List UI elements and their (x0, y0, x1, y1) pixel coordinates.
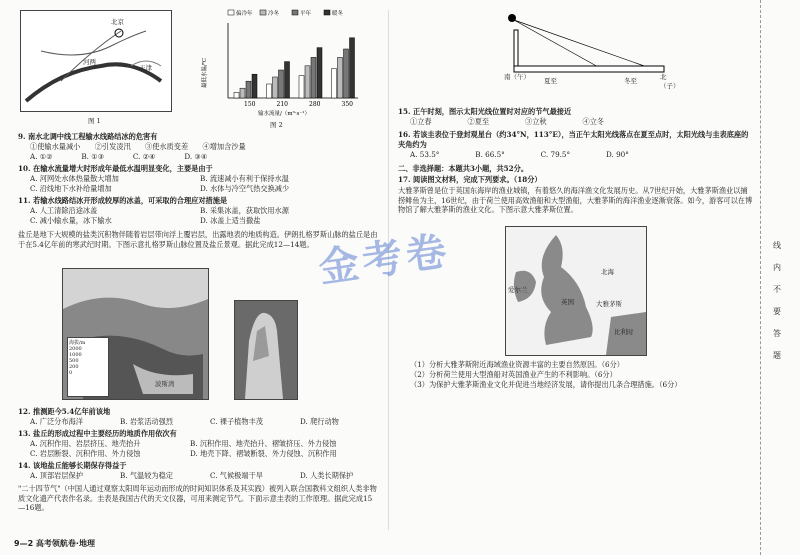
q10-a: A. 河网处水体热量散大增加 (30, 174, 119, 183)
gulf-label: 波斯湾 (155, 380, 175, 388)
winter-label: 冬至 (624, 77, 637, 85)
q14-d: D. 人类长期保护 (300, 471, 354, 480)
q12-a: A. 广泛分布海洋 (30, 417, 83, 426)
tianjin-label: 天津 (139, 64, 152, 72)
ireland-label: 爱尔兰 (508, 286, 528, 294)
q11-d: D. 冰盖上适当撒盐 (200, 216, 261, 225)
england-label: 英国 (561, 298, 574, 306)
legend-label: 平年 (300, 11, 312, 17)
north-sea-label: 北海 (601, 268, 614, 276)
x-tick-label: 210 (276, 101, 288, 108)
fig3-map (62, 268, 209, 400)
bar (234, 92, 239, 98)
y-axis-label: 最低水温/℃ (202, 57, 208, 88)
binding-margin (760, 0, 800, 555)
q12-stem: 12. 推测距今5.4亿年前该地 (18, 407, 111, 416)
x-tick-label: 150 (244, 101, 256, 108)
legend-0: 0 (69, 370, 73, 376)
bar (246, 81, 251, 98)
q10-d: D. 水体与冷空气热交换减少 (200, 184, 290, 193)
x-tick-label: 350 (341, 101, 353, 108)
legend-swatch (324, 10, 330, 15)
legend-200: 200 (69, 364, 79, 370)
bar (240, 88, 245, 98)
margin-char-1: 线 (773, 241, 781, 250)
legend-500: 500 (69, 358, 79, 364)
q16-stem: 16. 若该圭表位于登封观星台（约34°N，113°E），当正午太阳光线落点在夏至点时，太阳光线与圭表底座的夹角约为 (398, 130, 749, 149)
bar (344, 49, 349, 98)
bar (252, 74, 257, 98)
margin-char-2: 内 (773, 263, 781, 272)
q14-a: A. 顶部岩层保护 (30, 471, 83, 480)
q13-d: D. 地壳下降、褶皱断裂、外力侵蚀、沉积作用 (190, 449, 337, 458)
bar (299, 76, 304, 98)
q15-stem: 15. 正午时刻，图示太阳光线位置时对应的节气最接近 (398, 107, 572, 116)
salt-dome-photo (234, 300, 298, 400)
q10-stem: 10. 在输水流量增大时形成年最低水温明显变化，主要是由于 (18, 164, 213, 173)
q14-b: B. 气温较为稳定 (120, 471, 173, 480)
q16-choices: A. 53.5° B. 66.5° C. 79.5° D. 90° (410, 150, 629, 159)
margin-char-3: 不 (773, 285, 781, 294)
yarmouth-label: 大雅茅斯 (596, 300, 622, 308)
q9-options: ①使输水量减小 ②引发凌汛 ③使水质变差 ④增加含沙量 (30, 142, 246, 151)
bar (305, 66, 310, 98)
intro-15-16: "二十四节气"（中国人通过观察太阳周年运动而形成的时间知识体系及其实践）被列入联合国教科文组织人类非物质文化遗产代表作名录。圭表是我国古代的天文仪器，可用来测定节气。下面示意圭表的工作原理。据此完成15—16题。 (18, 484, 377, 512)
q12-b: B. 岩浆活动强烈 (120, 417, 173, 426)
fig5-map (505, 226, 647, 356)
bar (311, 57, 316, 98)
legend-swatch (228, 10, 234, 15)
bar (332, 69, 337, 98)
legend-swatch (292, 10, 298, 15)
q9-stem: 9. 南水北调中线工程输水线路结冰的危害有 (18, 132, 158, 141)
chart-svg (198, 8, 363, 118)
legend-label: 冷冬 (268, 11, 280, 17)
q13-b: B. 沉积作用、地壳抬升、褶皱挤压、外力侵蚀 (190, 439, 337, 448)
margin-char-5: 答 (773, 329, 781, 338)
fig4-gnomon (500, 10, 680, 90)
legend-label: 暖冬 (332, 11, 344, 17)
legend-title: 海拔/m (69, 340, 86, 346)
bar (267, 84, 272, 98)
x-axis-label: 输水流量/（m³·s⁻¹） (258, 111, 310, 117)
bar (285, 62, 290, 98)
q13-a: A. 沉积作用、岩层挤压、地壳抬升 (30, 439, 141, 448)
legend-1000: 1000 (69, 352, 82, 358)
fig2-caption: 图 2 (270, 121, 283, 129)
bar (273, 77, 278, 98)
q17-sub-2: （2）分析荷兰使用大型渔船对英国渔业产生的不利影响。（6分） (410, 370, 617, 379)
q14-c: C. 气候极端干旱 (210, 471, 263, 480)
beijing-label: 北京 (111, 18, 124, 26)
q13-c: C. 岩层断裂、沉积作用、外力侵蚀 (30, 449, 141, 458)
q10-b: B. 流速减小有利于保持水温 (200, 174, 289, 183)
q10-c: C. 沿线地下水补给量增加 (30, 184, 112, 193)
q11-a: A. 人工清除沿途冰盖 (30, 206, 98, 215)
watermark: 金考卷 (315, 227, 454, 292)
q11-b: B. 采集冰盖，获取饮用水源 (200, 206, 289, 215)
margin-char-4: 要 (773, 307, 781, 316)
q12-d: D. 爬行动物 (300, 417, 339, 426)
bar (279, 70, 284, 98)
north-label: 北（子） (660, 73, 680, 90)
river-label: 河两 (83, 58, 96, 66)
south-label: 南（午） (504, 73, 530, 81)
intro-12-14: 盐丘是地下大规模的盐类沉积物伴随着岩层带向浮上覆岩层，出露地表的地质构造。伊朗扎格罗斯山脉的盐丘是由于在5.4亿年前的寒武纪时期。下图示意扎格罗斯山脉位置及盐丘景观。据此完成12—14题。 (18, 230, 378, 249)
q13-stem: 13. 盐丘的形成过程中主要经历的地质作用依次有 (18, 429, 177, 438)
q17-sub-3: （3）为保护大雅茅斯渔业文化并促进当地经济发展，请你提出几条合理措施。（6分） (410, 380, 682, 389)
q11-c: C. 减小输水量，冰下输水 (30, 216, 112, 225)
q9-choices: A. ①② B. ①③ C. ②④ D. ③④ (30, 152, 208, 161)
legend-2000: 2000 (69, 346, 82, 352)
section-2-heading: 二、非选择题：本题共3小题，共52分。 (398, 164, 529, 173)
margin-char-6: 题 (773, 351, 781, 360)
q14-stem: 14. 该地盐丘能够长期保存得益于 (18, 461, 127, 470)
q15-choices: ①立春 ②夏至 ③立秋 ④立冬 (410, 117, 605, 126)
legend-swatch (260, 10, 266, 15)
elevation-legend (67, 337, 109, 397)
fig1-caption: 图 1 (88, 117, 101, 125)
q17-body: 大雅茅斯曾是位于英国东海岸的渔业城镇，有着悠久的海洋渔文化发展历史。从7世纪开始，大雅茅斯渔业以捕捞鲱鱼为主，16世纪，由于荷兰使用高效渔船和大型渔船，大雅茅斯的海洋渔业逐渐衰落。如今，游客可以在博物馆了解大雅茅斯的渔业文化。下图示意大雅茅斯位置。 (398, 186, 753, 214)
q17-sub-1: （1）分析大雅茅斯附近海域渔业资源丰富的主要自然原因。（6分） (410, 360, 624, 369)
summer-label: 夏至 (544, 77, 557, 85)
bar (338, 57, 343, 98)
bar (350, 38, 355, 98)
page-footer: 9—2 高考领航卷·地理 (14, 539, 95, 548)
fig2-chart (198, 8, 363, 118)
belgium-label: 比利时 (614, 328, 634, 336)
q12-c: C. 裸子植物丰茂 (210, 417, 263, 426)
bar (317, 48, 322, 98)
q11-stem: 11. 若输水线路结冰开形成较厚的冰盖，可采取的合理应对措施是 (18, 196, 228, 205)
legend-label: 偏冷年 (236, 11, 253, 17)
q17-stem: 17. 阅读图文材料，完成下列要求。（18分） (398, 175, 542, 184)
x-tick-label: 280 (309, 101, 321, 108)
fig1-map (20, 10, 172, 112)
